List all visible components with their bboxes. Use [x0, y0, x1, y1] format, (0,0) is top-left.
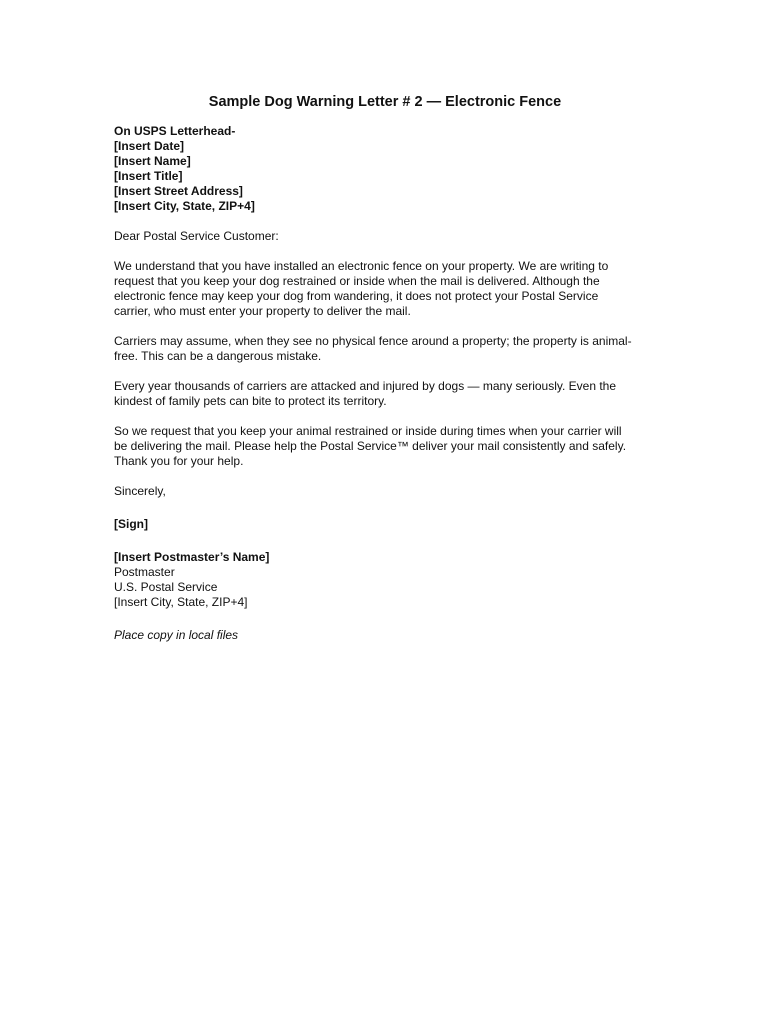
paragraph-line: Thank you for your help.	[114, 454, 244, 468]
sign-placeholder	[114, 517, 662, 532]
insert-name-line: [Insert Name]	[114, 154, 191, 168]
paragraph-line: carrier, who must enter your property to deliver the mail.	[114, 304, 411, 318]
sign-text: [Sign]	[114, 517, 148, 531]
insert-street-address-line: [Insert Street Address]	[114, 184, 243, 198]
insert-date-line: [Insert Date]	[114, 139, 185, 153]
closing	[114, 484, 662, 499]
paragraph-line: electronic fence may keep your dog from wandering, it does not protect your Postal Service	[114, 289, 599, 303]
closing-text: Sincerely,	[114, 484, 166, 498]
paragraph-1	[114, 259, 662, 319]
postmaster-name: [Insert Postmaster’s Name]	[114, 550, 270, 564]
paragraph-line: free. This can be a dangerous mistake.	[114, 349, 322, 363]
letterhead-line: On USPS Letterhead-	[114, 124, 236, 138]
paragraph-3	[114, 379, 662, 409]
file-note-text: Place copy in local files	[114, 628, 239, 642]
salutation	[114, 229, 662, 244]
letter-body	[114, 124, 662, 643]
insert-city-state-zip-line: [Insert City, State, ZIP+4]	[114, 199, 255, 213]
paragraph-line: Every year thousands of carriers are attacked and injured by dogs — many seriously. Even the	[114, 379, 617, 393]
paragraph-line: Carriers may assume, when they see no physical fence around a property; the property is animal-	[114, 334, 632, 348]
paragraph-4	[114, 424, 662, 469]
signature-location: [Insert City, State, ZIP+4]	[114, 595, 248, 609]
paragraph-line: request that you keep your dog restrained or inside when the mail is delivered. Although the	[114, 274, 600, 288]
postmaster-title: Postmaster	[114, 565, 175, 579]
paragraph-line: be delivering the mail. Please help the Postal Service™ deliver your mail consistently and safely.	[114, 439, 627, 453]
paragraph-line: We understand that you have installed an electronic fence on your property. We are writing to	[114, 259, 609, 273]
salutation-text: Dear Postal Service Customer:	[114, 229, 279, 243]
signature-block	[114, 550, 662, 610]
paragraph-line: kindest of family pets can bite to protect its territory.	[114, 394, 387, 408]
paragraph-line: So we request that you keep your animal restrained or inside during times when your carrier will	[114, 424, 622, 438]
paragraph-2	[114, 334, 662, 364]
letter-title: Sample Dog Warning Letter # 2 — Electronic Fence	[208, 94, 562, 110]
file-note	[114, 628, 662, 643]
organization-name: U.S. Postal Service	[114, 580, 218, 594]
insert-title-line: [Insert Title]	[114, 169, 183, 183]
letterhead-block	[114, 124, 662, 214]
